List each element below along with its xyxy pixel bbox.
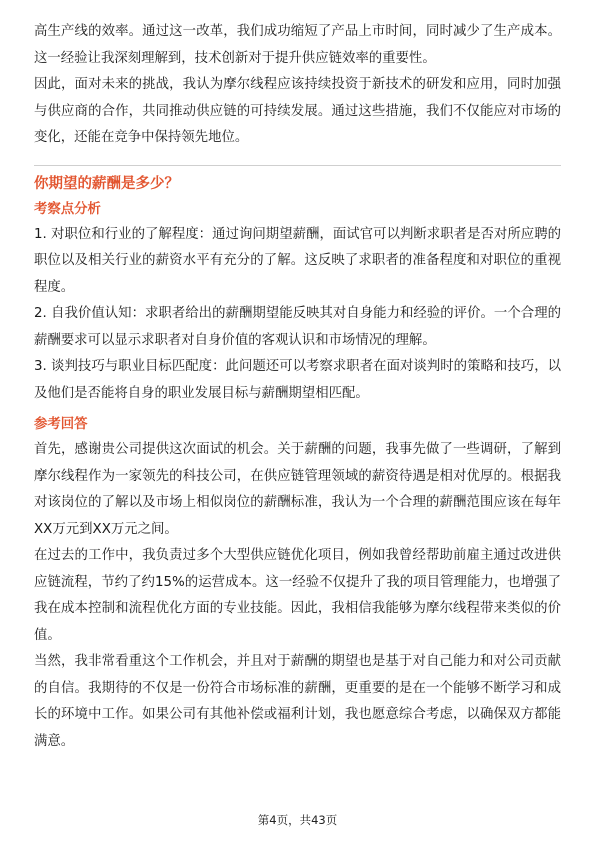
answer-paragraph-3: 当然，我非常看重这个工作机会，并且对于薪酬的期望也是基于对自己能力和对公司贡献的自信。我期待的不仅是一份符合市场标准的薪酬，更重要的是在一个能够不断学习和成长的环境中工作。如果公司有其他补偿或福利计划，我也愿意综合考虑，以确保双方都能满意。 xyxy=(34,654,561,749)
analysis-heading: 考察点分析 xyxy=(34,201,101,217)
question-title: 你期望的薪酬是多少？ xyxy=(34,175,179,192)
section-divider xyxy=(34,165,561,166)
answer-paragraph-1: 首先，感谢贵公司提供这次面试的机会。关于薪酬的问题，我事先做了一些调研，了解到摩尔线程作为一家领先的科技公司，在供应链管理领域的薪资待遇是相对优厚的。根据我对该岗位的了解以及市场上相似岗位的薪酬标准，我认为一个合理的薪酬范围应该在每年XX万元到XX万元之间。 xyxy=(34,442,561,537)
analysis-item-1: 1. 对职位和行业的了解程度：通过询问期望薪酬，面试官可以判断求职者是否对所应聘的职位以及相关行业的薪资水平有充分的了解。这反映了求职者的准备程度和对职位的重视程度。 xyxy=(34,226,561,295)
answer-heading: 参考回答 xyxy=(34,417,88,432)
analysis-item-3: 3. 谈判技巧与职业目标匹配度：此问题还可以考察求职者在面对谈判时的策略和技巧，以及他们是否能将自身的职业发展目标与薪酬期望相匹配。 xyxy=(34,359,561,401)
answer-paragraph-2: 在过去的工作中，我负责过多个大型供应链优化项目，例如我曾经帮助前雇主通过改进供应链流程，节约了约15%的运营成本。这一经验不仅提升了我的项目管理能力，也增强了我在成本控制和流程优化方面的专业技能。因此，我相信我能够为摩尔线程带来类似的价值。 xyxy=(34,548,561,643)
intro-paragraph-1: 高生产线的效率。通过这一改革，我们成功缩短了产品上市时间，同时减少了生产成本。这一经验让我深刻理解到，技术创新对于提升供应链效率的重要性。 xyxy=(34,24,561,66)
analysis-item-2: 2. 自我价值认知：求职者给出的薪酬期望能反映其对自身能力和经验的评价。一个合理的薪酬要求可以显示求职者对自身价值的客观认识和市场情况的理解。 xyxy=(34,306,561,348)
page-number: 第4页，共43页 xyxy=(257,813,338,827)
intro-paragraph-2: 因此，面对未来的挑战，我认为摩尔线程应该持续投资于新技术的研发和应用，同时加强与供应商的合作，共同推动供应链的可持续发展。通过这些措施，我们不仅能应对市场的变化，还能在竞争中保持领先地位。 xyxy=(34,77,561,145)
page-content xyxy=(34,19,561,755)
